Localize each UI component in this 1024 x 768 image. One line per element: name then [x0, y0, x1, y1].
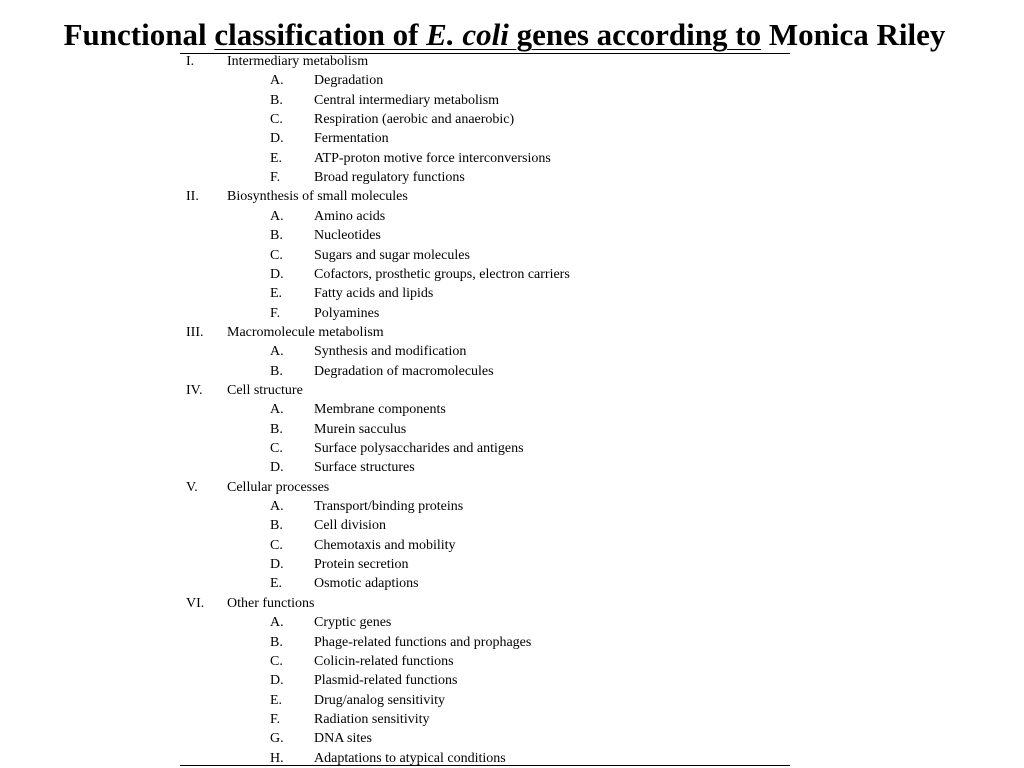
subcategory-label: Broad regulatory functions: [314, 170, 465, 186]
subcategory-label: Cryptic genes: [314, 615, 392, 631]
subcategory-label: Murein sacculus: [314, 421, 407, 437]
subcategory-label: Amino acids: [314, 208, 386, 224]
subcategory-letter: D.: [270, 673, 284, 689]
section-numeral: VI.: [186, 595, 205, 611]
section-numeral: II.: [186, 189, 199, 205]
subcategory-label: Nucleotides: [314, 228, 381, 244]
subcategory-letter: D.: [270, 460, 284, 476]
section-numeral: I.: [186, 54, 195, 69]
subcategory-label: Radiation sensitivity: [314, 711, 430, 727]
subcategory-label: Polyamines: [314, 305, 380, 321]
section-label: Macromolecule metabolism: [227, 324, 384, 340]
subcategory-label: Respiration (aerobic and anaerobic): [314, 112, 515, 128]
subcategory-letter: B.: [270, 363, 283, 379]
subcategory-letter: E.: [270, 286, 283, 302]
subcategory-letter: B.: [270, 634, 283, 650]
subcategory-letter: E.: [270, 576, 283, 592]
section-label: Biosynthesis of small molecules: [227, 189, 408, 205]
title-part-1: Functional: [63, 17, 215, 52]
section-label: Cell structure: [227, 382, 303, 398]
section-numeral: IV.: [186, 382, 203, 398]
title-part-2: Monica Riley: [761, 17, 946, 52]
subcategory-letter: H.: [270, 750, 284, 766]
subcategory-letter: G.: [270, 731, 284, 747]
subcategory-label: ATP-proton motive force interconversions: [314, 150, 551, 166]
subcategory-letter: D.: [270, 557, 284, 573]
subcategory-letter: B.: [270, 421, 283, 437]
page-title: [0, 16, 1009, 54]
subcategory-label: Osmotic adaptions: [314, 576, 419, 592]
subcategory-letter: E.: [270, 692, 283, 708]
subcategory-letter: B.: [270, 228, 283, 244]
subcategory-letter: F.: [270, 305, 281, 321]
subcategory-label: Synthesis and modification: [314, 344, 467, 360]
subcategory-label: DNA sites: [314, 731, 372, 747]
subcategory-letter: D.: [270, 266, 284, 282]
subcategory-label: Transport/binding proteins: [314, 499, 464, 515]
title-underlined-text: [214, 17, 761, 52]
section-numeral: III.: [186, 324, 204, 340]
subcategory-letter: A.: [270, 344, 284, 360]
subcategory-letter: C.: [270, 112, 283, 128]
subcategory-label: Fermentation: [314, 131, 389, 147]
subcategory-label: Chemotaxis and mobility: [314, 537, 456, 553]
subcategory-letter: B.: [270, 92, 283, 108]
subcategory-label: Adaptations to atypical conditions: [314, 750, 506, 766]
subcategory-label: Central intermediary metabolism: [314, 92, 500, 108]
subcategory-letter: E.: [270, 150, 283, 166]
section-label: Intermediary metabolism: [227, 54, 369, 69]
subcategory-letter: D.: [270, 131, 284, 147]
subcategory-letter: B.: [270, 518, 283, 534]
subcategory-label: Surface polysaccharides and antigens: [314, 441, 524, 456]
section-numeral: V.: [186, 479, 198, 495]
subcategory-letter: A.: [270, 499, 284, 515]
subcategory-label: Fatty acids and lipids: [314, 286, 434, 302]
subcategory-letter: F.: [270, 170, 281, 186]
subcategory-letter: A.: [270, 615, 284, 631]
subcategory-letter: C.: [270, 537, 283, 553]
section-label: Other functions: [227, 595, 315, 611]
subcategory-letter: A.: [270, 208, 284, 224]
subcategory-letter: C.: [270, 247, 283, 263]
title-underlined-after: genes according to: [508, 17, 762, 52]
subcategory-label: Plasmid-related functions: [314, 673, 458, 689]
subcategory-label: Phage-related functions and prophages: [314, 634, 532, 650]
subcategory-label: Surface structures: [314, 460, 415, 476]
subcategory-label: Colicin-related functions: [314, 653, 454, 669]
subcategory-letter: F.: [270, 711, 281, 727]
subcategory-label: Drug/analog sensitivity: [314, 692, 446, 708]
subcategory-label: Degradation of macromolecules: [314, 363, 494, 379]
subcategory-label: Membrane components: [314, 402, 446, 418]
subcategory-label: Degradation: [314, 73, 384, 89]
subcategory-letter: C.: [270, 653, 283, 669]
subcategory-label: Cell division: [314, 518, 386, 534]
subcategory-letter: C.: [270, 441, 283, 456]
title-organism-name: E. coli: [426, 17, 509, 52]
subcategory-letter: A.: [270, 402, 284, 418]
bottom-divider: [180, 765, 790, 766]
subcategory-label: Protein secretion: [314, 557, 409, 573]
subcategory-label: Sugars and sugar molecules: [314, 247, 470, 263]
subcategory-letter: A.: [270, 73, 284, 89]
subcategory-label: Cofactors, prosthetic groups, electron carriers: [314, 266, 570, 282]
section-label: Cellular processes: [227, 479, 330, 495]
title-underlined-before: classification of: [214, 17, 427, 52]
